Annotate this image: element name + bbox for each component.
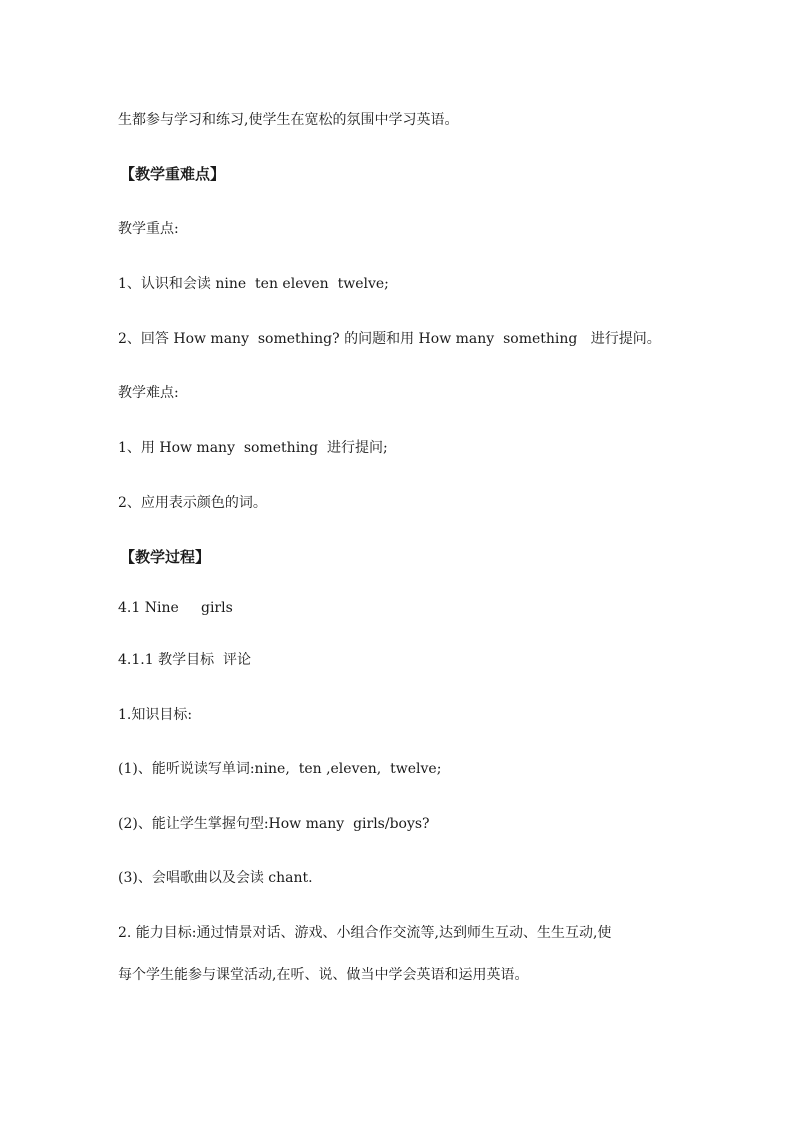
difficulty-item-1: 1、用 How many something 进行提问; (118, 440, 388, 456)
section-heading-teaching-process: 【教学过程】 (120, 548, 211, 566)
section-4-1-title: 4.1 Nine girls (118, 600, 233, 616)
difficulty-item-2: 2、应用表示颜色的词。 (118, 495, 267, 511)
ability-goal-paragraph-line-1: 2. 能力目标:通过情景对话、游戏、小组合作交流等,达到师生互动、生生互动,使 (118, 925, 612, 941)
focus-item-2: 2、回答 How many something? 的问题和用 How many something 进行提问。 (118, 331, 661, 347)
focus-item-1: 1、认识和会读 nine ten eleven twelve; (118, 276, 389, 292)
knowledge-goal-heading: 1.知识目标: (118, 707, 193, 723)
paragraph-continuation: 生都参与学习和练习,使学生在宽松的氛围中学习英语。 (118, 112, 459, 128)
knowledge-goal-item-3: (3)、会唱歌曲以及会读 chant. (118, 870, 313, 886)
subheading-teaching-focus: 教学重点: (118, 221, 179, 237)
knowledge-goal-item-2: (2)、能让学生掌握句型:How many girls/boys? (118, 816, 430, 832)
section-heading-key-points: 【教学重难点】 (120, 165, 226, 183)
knowledge-goal-item-1: (1)、能听说读写单词:nine, ten ,eleven, twelve; (118, 761, 442, 777)
subheading-teaching-difficulty: 教学难点: (118, 385, 179, 401)
section-4-1-1-title: 4.1.1 教学目标 评论 (118, 652, 251, 668)
ability-goal-paragraph-line-2: 每个学生能参与课堂活动,在听、说、做当中学会英语和运用英语。 (118, 967, 529, 983)
